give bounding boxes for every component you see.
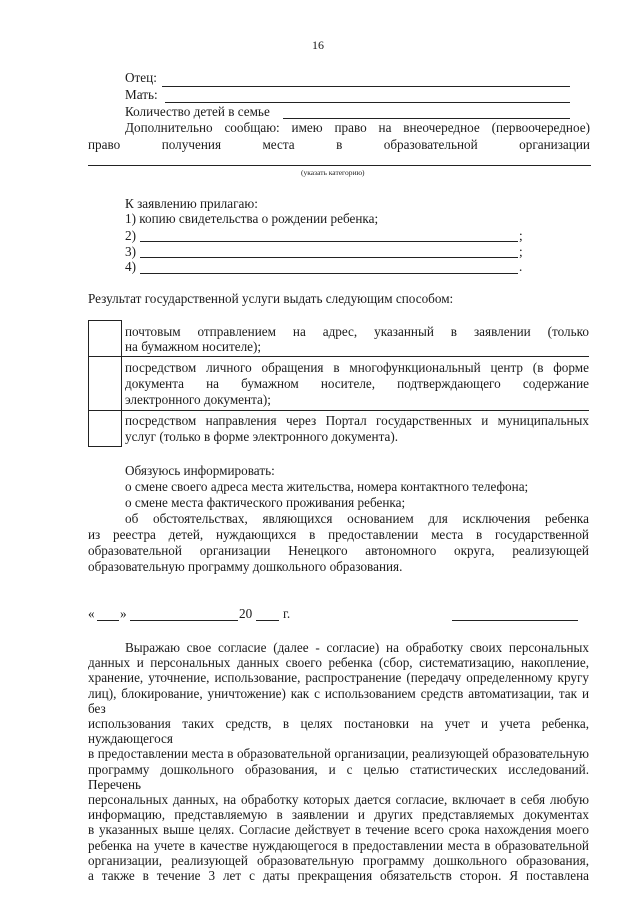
option-portal-line-1: посредством направления через Портал государственных и муниципальных bbox=[125, 413, 589, 428]
obligation-item-3-line-3: образовательной организации Ненецкого автономного округа, реализующей bbox=[88, 543, 589, 558]
consent-line: а также в течение 3 лет с даты прекращения обязательств сторон. Я поставлена bbox=[88, 868, 589, 884]
option-mail-line-1: почтовым отправлением на адрес, указанный в заявлении (только bbox=[125, 324, 589, 339]
date-year-field[interactable] bbox=[256, 620, 279, 621]
consent-line: программу дошкольного образования, и с целью статистических исследований. Перечень bbox=[88, 761, 589, 792]
attachment-item-2-field[interactable] bbox=[140, 241, 518, 242]
date-month-field[interactable] bbox=[130, 620, 238, 621]
priority-line-2 bbox=[88, 137, 590, 153]
consent-line: Выражаю свое согласие (далее - согласие) на обработку своих персональных bbox=[125, 640, 589, 655]
consent-line: организации, реализующей образовательную программу дошкольного образования, bbox=[88, 852, 589, 868]
attachments-heading: К заявлению прилагаю: bbox=[125, 196, 258, 211]
consent-line: данных и персональных данных своего ребенка (сбор, систематизацию, накопление, bbox=[88, 655, 589, 671]
mother-field[interactable] bbox=[165, 102, 570, 103]
priority-word: право bbox=[88, 137, 121, 152]
consent-line: в предоставлении места в образовательной организации, реализующей образовательную bbox=[88, 746, 589, 762]
attachment-item-4-field[interactable] bbox=[140, 273, 518, 274]
attachment-item-3-field[interactable] bbox=[140, 257, 518, 258]
option-separator bbox=[121, 356, 589, 357]
consent-line: использования таких средств, в целях постановки на учет и учета ребенка, нуждающегося bbox=[88, 716, 589, 747]
option-portal-line-2: услуг (только в форме электронного документа). bbox=[125, 429, 399, 444]
option-mail-line-2: на бумажном носителе); bbox=[125, 339, 262, 354]
mother-label: Мать: bbox=[125, 87, 158, 102]
date-quote-open: « bbox=[88, 606, 95, 621]
priority-word: получения bbox=[161, 137, 222, 152]
priority-line-1: Дополнительно сообщаю: имею право на внеочередное (первоочередное) bbox=[125, 120, 590, 135]
date-quote-close: » bbox=[120, 606, 127, 621]
attachment-item-2-number: 2) bbox=[125, 228, 136, 243]
attachment-item-3-number: 3) bbox=[125, 244, 136, 259]
date-year-suffix: г. bbox=[283, 606, 291, 621]
attachment-item-4-number: 4) bbox=[125, 259, 136, 274]
consent-line: ребенка на учете в качестве нуждающегося в предоставлении места в образовательной bbox=[88, 837, 589, 853]
consent-line: в указанных выше целях. Согласие действует в течение всего срока нахождения моего bbox=[88, 822, 589, 838]
consent-line: лиц), блокирование, уничтожение) как с использованием средств автоматизации, так и без bbox=[88, 685, 589, 716]
attachment-item-3-end: ; bbox=[519, 244, 523, 259]
priority-word: в bbox=[336, 137, 343, 152]
result-heading: Результат государственной услуги выдать следующим способом: bbox=[88, 291, 454, 306]
category-caption: (указать категорию) bbox=[301, 168, 365, 177]
children-count-field[interactable] bbox=[283, 118, 570, 119]
obligation-item-3-line-4: образовательную программу дошкольного образования. bbox=[88, 559, 403, 574]
option-mfc-line-1: посредством личного обращения в многофункциональный центр (в форме bbox=[125, 360, 589, 375]
date-day-field[interactable] bbox=[97, 620, 119, 621]
consent-line: хранение, уточнение, использование, распространение (передачу определенному кругу bbox=[88, 670, 589, 686]
date-year-prefix: 20 bbox=[239, 606, 253, 621]
priority-word: места bbox=[262, 137, 295, 152]
obligation-item-3-line-2: из реестра детей, нуждающихся в предоставлении места в государственной bbox=[88, 527, 589, 542]
option-mfc-line-2: документа на бумажном носителе, подтверждающего содержание bbox=[125, 376, 589, 391]
option-checkbox-mfc[interactable] bbox=[88, 356, 122, 411]
signature-field[interactable] bbox=[452, 620, 578, 621]
obligation-item-3-line-1: об обстоятельствах, являющихся основанием для исключения ребенка bbox=[125, 511, 589, 526]
attachment-item-2-end: ; bbox=[519, 228, 523, 243]
consent-line: персональных данных, на обработку которых дается согласие, включает в себя любую bbox=[88, 792, 589, 808]
category-field[interactable] bbox=[88, 165, 591, 166]
consent-paragraph bbox=[88, 640, 589, 883]
page-number: 16 bbox=[312, 38, 324, 52]
obligations-heading: Обязуюсь информировать: bbox=[125, 463, 275, 478]
priority-word: образовательной bbox=[383, 137, 478, 152]
option-mfc-line-3: электронного документа); bbox=[125, 392, 271, 407]
obligation-item-2: о смене места фактического проживания ребенка; bbox=[125, 495, 406, 510]
option-checkbox-portal[interactable] bbox=[88, 410, 122, 447]
consent-line: информацию, представляемую в заявлении и других представляемых документах bbox=[88, 807, 589, 823]
obligation-item-1: о смене своего адреса места жительства, номера контактного телефона; bbox=[125, 479, 529, 494]
father-field[interactable] bbox=[162, 86, 570, 87]
father-label: Отец: bbox=[125, 70, 157, 85]
attachment-item-1: 1) копию свидетельства о рождении ребенка; bbox=[125, 211, 379, 226]
option-checkbox-mail[interactable] bbox=[88, 320, 122, 357]
option-separator bbox=[121, 410, 589, 411]
priority-word: организации bbox=[519, 137, 590, 152]
attachment-item-4-end: . bbox=[519, 259, 523, 274]
children-count-label: Количество детей в семье bbox=[125, 104, 270, 119]
